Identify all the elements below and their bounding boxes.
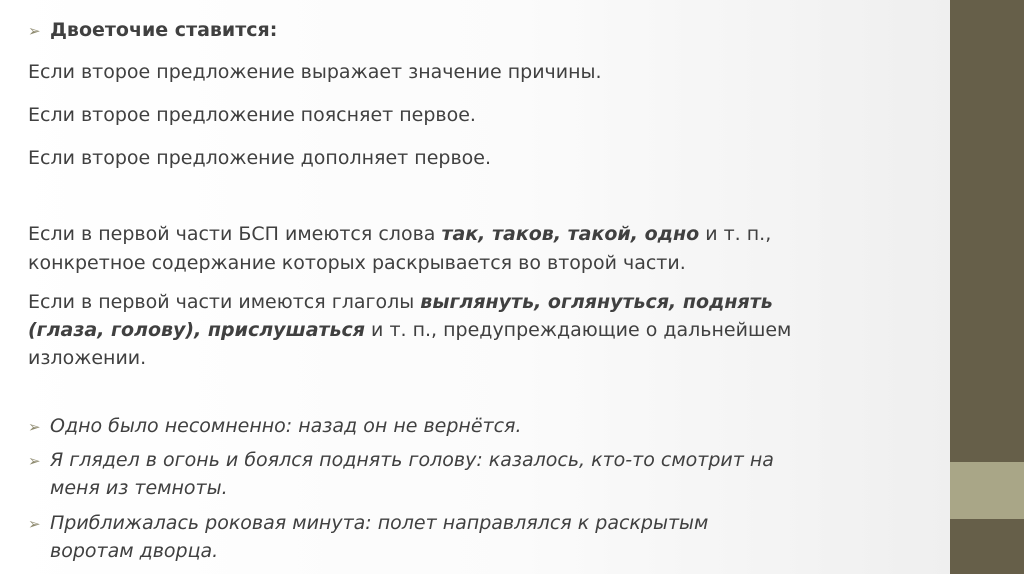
example-2-line-2 <box>50 475 228 502</box>
rule-2: Если второе предложение поясняет первое. <box>28 104 476 126</box>
verbs-rule-end: и т. п., предупреждающие о дальнейшем <box>365 319 792 341</box>
heading-text: Двоеточие ставится: <box>50 19 278 41</box>
example-3-text-cont: воротам дворца. <box>50 540 219 562</box>
rule-3: Если второе предложение дополняет первое. <box>28 147 491 169</box>
example-1 <box>28 413 522 441</box>
example-2-text-cont: меня из темноты. <box>50 477 228 499</box>
example-2-text: Я глядел в огонь и боялся поднять голову: казалось, кто-то смотрит на <box>50 449 774 471</box>
verbs-rule-line-2 <box>28 317 791 344</box>
verbs-rule-line-3: изложении. <box>28 347 147 369</box>
verbs-rule-words: выглянуть, оглянуться, поднять <box>420 291 773 313</box>
heading <box>28 17 277 45</box>
bsp-rule-line-2: конкретное содержание которых раскрывается во второй части. <box>28 252 686 274</box>
arrow-bullet-icon: ➢ <box>28 418 41 436</box>
example-3-line-1 <box>28 510 708 538</box>
sidebar-decoration-light <box>950 462 1024 519</box>
bsp-rule-line-1 <box>28 221 771 248</box>
example-3-text: Приближалась роковая минута: полет направлялся к раскрытым <box>50 512 709 534</box>
verbs-rule-line-1 <box>28 289 773 316</box>
arrow-bullet-icon: ➢ <box>28 452 41 470</box>
bsp-rule-words: так, таков, такой, одно <box>441 223 700 245</box>
arrow-bullet-icon: ➢ <box>28 515 41 533</box>
example-1-text: Одно было несомненно: назад он не вернётся. <box>50 415 522 437</box>
verbs-rule-text: Если в первой части имеются глаголы <box>28 291 421 313</box>
example-2-line-1 <box>28 447 774 475</box>
bsp-rule-end: и т. п., <box>699 223 772 245</box>
arrow-bullet-icon: ➢ <box>28 22 41 40</box>
example-3-line-2 <box>50 538 218 565</box>
bsp-rule-text: Если в первой части БСП имеются слова <box>28 223 442 245</box>
verbs-rule-words-2: (глаза, голову), прислушаться <box>28 319 366 341</box>
rule-1: Если второе предложение выражает значение причины. <box>28 61 602 83</box>
